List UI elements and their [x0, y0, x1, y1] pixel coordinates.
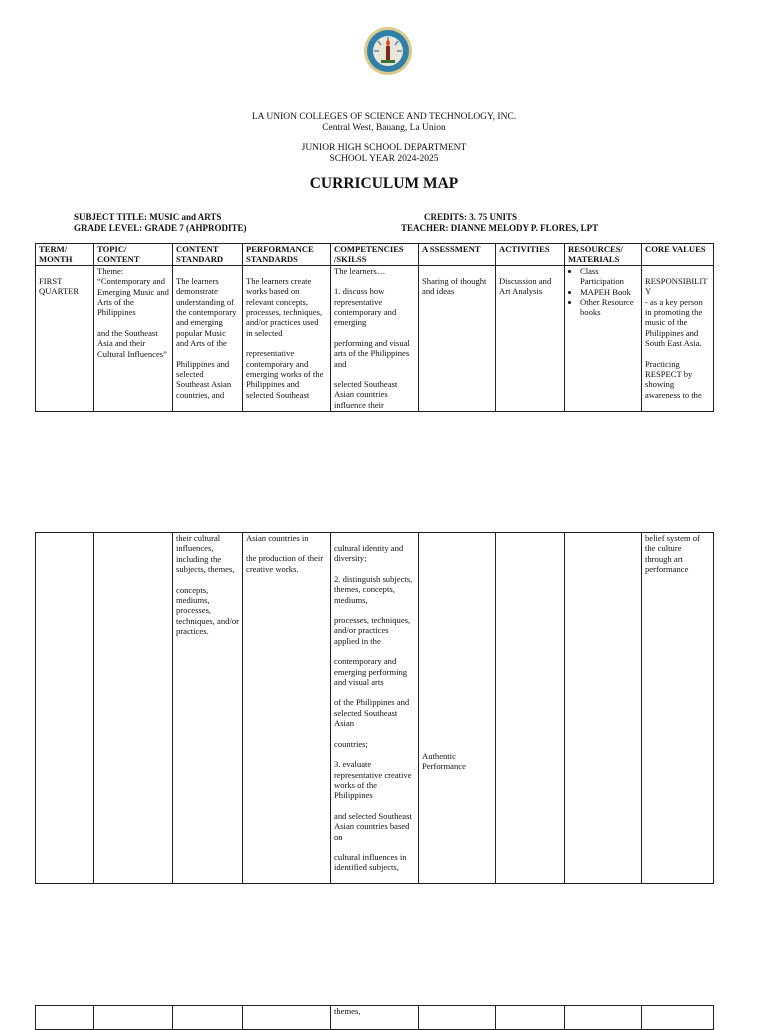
competency-text: performing and visual arts of the Philippines and [334, 337, 410, 369]
curriculum-table-page-3 [35, 1005, 714, 1030]
department-name: JUNIOR HIGH SCHOOL DEPARTMENT [301, 143, 467, 153]
content-standard-text: The learners demonstrate understanding of the contemporary and emerging popular Music and Arts of the [176, 275, 237, 349]
content-standard-text: their cultural influences, including the subjects, themes, [176, 533, 235, 575]
topic-text: Theme: “Contemporary and Emerging Music and Arts of the Philippines [97, 265, 169, 318]
content-standard-cell [173, 1006, 243, 1030]
term-cell [36, 265, 94, 411]
competency-text: 2. distinguish subjects, themes, concepts, mediums, [334, 573, 413, 605]
list-item: • Class Participation [580, 266, 638, 287]
teacher-name: TEACHER: DIANNE MELODY P. FLORES, LPT [401, 223, 599, 233]
performance-standard-cell [243, 533, 331, 884]
list-item: • MAPEH Book [580, 287, 638, 297]
term-cell [36, 1006, 94, 1030]
topic-text: and the Southeast Asia and their Cultural Influences” [97, 327, 167, 359]
core-values-cell [642, 533, 714, 884]
school-seal-logo [363, 26, 413, 76]
credits: CREDITS: 3. 75 UNITS [424, 212, 518, 222]
competency-text: countries; [334, 738, 368, 749]
resources-cell [565, 533, 642, 884]
content-standard-text: concepts, mediums, processes, techniques, and/or practices. [176, 584, 240, 637]
institution-address: Central West, Bauang, La Union [322, 123, 446, 133]
content-standard-text: Philippines and selected Southeast Asian countries, and [176, 358, 232, 400]
competency-text: cultural identity and diversity; [334, 543, 404, 564]
assessment-cell [419, 265, 496, 411]
column-header: RESOURCES/ MATERIALS [565, 244, 642, 266]
table-row [36, 265, 714, 411]
resources-cell [565, 265, 642, 411]
assessment-text: Authentic Performance [422, 751, 466, 772]
core-value-text: RESPONSIBILITY [645, 275, 708, 297]
competencies-cell [331, 533, 419, 884]
core-values-cell [642, 1006, 714, 1030]
competencies-cell [331, 1006, 419, 1030]
activities-cell [496, 1006, 565, 1030]
core-value-text: - as a key person in promoting the music of the Philippines and South East Asia. [645, 296, 703, 349]
column-header: COMPETENCIES /SKILSS [331, 244, 419, 266]
performance-text: Asian countries in [246, 533, 309, 543]
table-row [36, 533, 714, 884]
competency-text: and selected Southeast Asian countries based on [334, 810, 412, 842]
activities-cell [496, 265, 565, 411]
competency-text: contemporary and emerging performing and visual arts [334, 656, 408, 688]
subject-title: SUBJECT TITLE: MUSIC and ARTS [74, 212, 222, 222]
performance-text: representative contemporary and emerging works of the Philippines and selected Southeast [246, 348, 324, 400]
competency-text: 3. evaluate representative creative works of the Philippines [334, 759, 412, 801]
competency-text: themes, [334, 1006, 361, 1016]
content-standard-cell [173, 265, 243, 411]
activities-cell [496, 533, 565, 884]
topic-cell [94, 265, 173, 411]
school-year: SCHOOL YEAR 2024-2025 [329, 154, 439, 164]
grade-level: GRADE LEVEL: GRADE 7 (AHPRODITE) [74, 223, 247, 233]
column-header: PERFORMANCE STANDARDS [243, 244, 331, 266]
column-header: TOPIC/ CONTENT [94, 244, 173, 266]
competency-text: selected Southeast Asian countries influence their [334, 379, 398, 410]
core-value-text: belief system of the culture through art performance [645, 533, 700, 575]
page-title: CURRICULUM MAP [309, 175, 459, 192]
competency-text: processes, techniques, and/or practices applied in the [334, 615, 411, 646]
competency-text: The learners… [334, 265, 386, 276]
core-value-text: Practicing RESPECT by showing awareness to the [645, 358, 702, 400]
assessment-cell [419, 533, 496, 884]
competency-text: cultural influences in identified subjects, [334, 851, 407, 873]
content-standard-cell [173, 533, 243, 884]
curriculum-table-page-2 [35, 532, 714, 884]
core-values-cell [642, 265, 714, 411]
institution-name: LA UNION COLLEGES OF SCIENCE AND TECHNOLOGY, INC. [251, 112, 517, 122]
column-header: CORE VALUES [642, 244, 714, 266]
performance-text: The learners create works based on relevant concepts, processes, techniques, and/or practices used in selected [246, 275, 323, 338]
resources-list [568, 266, 638, 318]
table-row [36, 1006, 714, 1030]
topic-cell [94, 1006, 173, 1030]
table-header-row [36, 244, 714, 266]
list-item: • Other Resource books [580, 297, 638, 318]
assessment-text: Sharing of thought and ideas [422, 275, 487, 297]
term-text: FIRST QUARTER [39, 275, 80, 297]
resources-cell [565, 1006, 642, 1030]
column-header: TERM/ MONTH [36, 244, 94, 266]
term-cell [36, 533, 94, 884]
competencies-cell [331, 265, 419, 411]
topic-cell [94, 533, 173, 884]
competency-text: 1. discuss how representative contemporary and emerging [334, 286, 397, 328]
performance-standard-cell [243, 265, 331, 411]
assessment-cell [419, 1006, 496, 1030]
performance-text: the production of their creative works. [246, 553, 324, 574]
competency-text: of the Philippines and selected Southeast Asian [334, 697, 410, 729]
column-header: A SSESSMENT [419, 244, 496, 266]
activities-text: Discussion and Art Analysis [499, 275, 552, 297]
performance-standard-cell [243, 1006, 331, 1030]
column-header: ACTIVITIES [496, 244, 565, 266]
curriculum-table-page-1 [35, 243, 714, 412]
column-header: CONTENT STANDARD [173, 244, 243, 266]
